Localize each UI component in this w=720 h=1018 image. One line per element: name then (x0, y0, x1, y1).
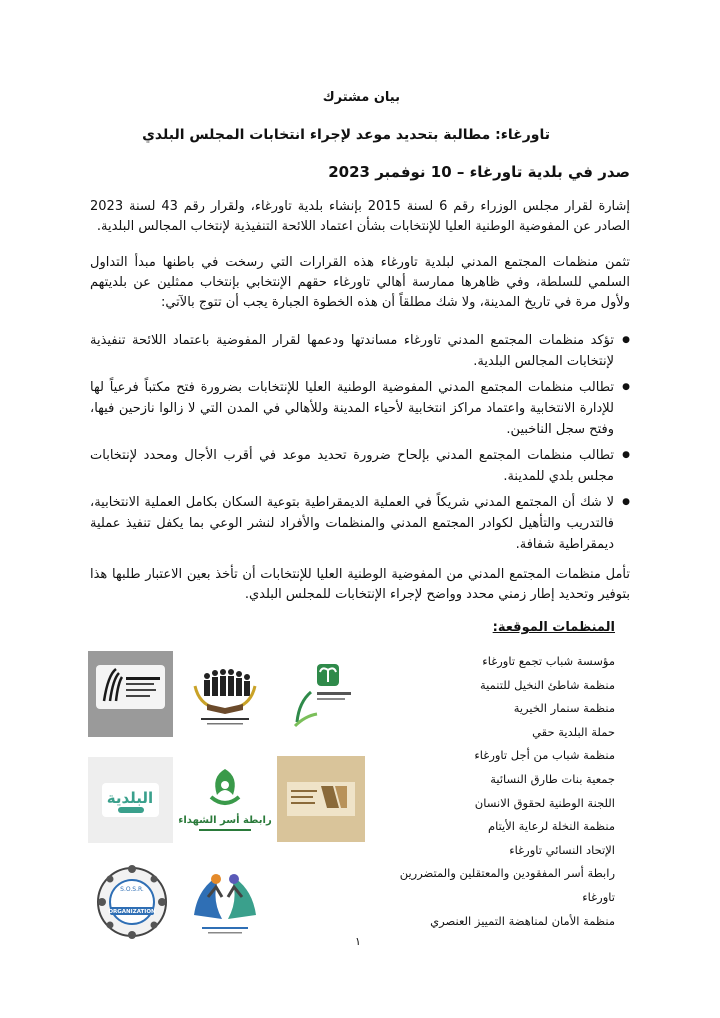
organizations-title: المنظمات الموقعة: (492, 620, 615, 635)
list-item: ● تؤكد منظمات المجتمع المدني تاورغاء مساندتها ودعمها لقرار المفوضية باعتماد اللائحة تنفيذية لإنتخابات المجالس البلدية. (90, 330, 630, 372)
svg-text:ORGANIZATION: ORGANIZATION (108, 909, 156, 915)
demands-list (90, 330, 630, 560)
organizations-list (385, 650, 615, 933)
list-item: ● لا شك أن المجتمع المدني شريكاً في العملية الديمقراطية بتوعية السكان بكامل العملية الانتخابية، فالتدريب والتأهيل لكوادر المجتمع المدني والمنظمات والأفراد لنشر الوعي بما يكفل تنفيذ عملية ديمقراطية شفافة. (90, 492, 630, 555)
hands-emblem-logo (180, 857, 270, 947)
list-item: حملة البلدية حقي (532, 724, 615, 739)
page-number: ١ (355, 935, 361, 948)
list-item: ● تطالب منظمات المجتمع المدني المفوضية الوطنية العليا للإنتخابات بضرورة فتح مكتباً فرعياً لها للإدارة الانتخابية واعتماد مراكز انتخابية لأحياء المدينة وللأهالي في المدن التي لا زالوا نازحين فيها، وفتح سجل الناخبين. (90, 377, 630, 440)
sosr-organization-logo (88, 859, 176, 945)
banat-tariq-logo (277, 756, 365, 842)
statement-heading: بيان مشترك (322, 90, 400, 105)
list-item: منظمة سنمار الخيرية (513, 701, 615, 716)
paragraph-appreciation: تثمن منظمات المجتمع المدني لبلدية تاورغاء هذه القرارات التي رسخت في باطنها مبدأ التداول السلمي للسلطة، وفي ظاهرها ممارسة أهالي تاورغاء حقهم الإنتخابي بإنتخاب ممثلين عن بلديتهم ولأول مرة في تاريخ المدينة، ولا شك مطلقاً أن هذه الخطوة الجبارة يجب أن تتوج بالآتي: (90, 255, 630, 310)
municipality-campaign-logo (88, 757, 173, 843)
list-item: جمعية بنات طارق النسائية (490, 771, 615, 786)
youth-for-tawergha-logo (185, 656, 265, 736)
svg-text:رابطة أسر الشهداء: رابطة أسر الشهداء (178, 815, 272, 826)
list-item: منظمة الأمان لمناهضة التمييز العنصري (430, 913, 615, 928)
youth-foundation-logo (88, 651, 173, 737)
list-item: منظمة النخلة لرعاية الأيتام (487, 819, 615, 834)
list-item: اللجنة الوطنية لحقوق الانسان (474, 795, 615, 810)
list-item: مؤسسة شباب تجمع تاورغاء (482, 654, 615, 668)
list-item: رابطة أسر المفقودين والمعتقلين والمتضررين تاورغاء (399, 866, 615, 904)
list-item: منظمة شباب من أجل تاورغاء (474, 748, 615, 763)
statement-subject: تاورغاء: مطالبة بتحديد موعد لإجراء انتخابات المجلس البلدي (142, 127, 550, 143)
list-item: ● تطالب منظمات المجتمع المدني بإلحاح ضرورة تحديد موعد في أقرب الأجال ومحدد لإنتخابات مجلس بلدي للمدينة. (90, 445, 630, 487)
list-item: منظمة شاطئ النخيل للتنمية (479, 677, 615, 692)
palm-beach-org-logo (277, 652, 365, 740)
paragraph-reference: إشارة لقرار مجلس الوزراء رقم 6 لسنة 2015 بإنشاء بلدية تاورغاء، ولقرار رقم 43 لسنة 2023 الصادر عن المفوضية الوطنية العليا للإنتخابات بشأن اعتماد اللائحة التنفيذية لإنتخاب المجالس البلدية. (90, 199, 631, 234)
martyrs-families-logo (178, 757, 272, 843)
svg-text:البلدية: البلدية (106, 789, 154, 807)
list-item: الإتحاد النسائي تاورغاء (509, 842, 615, 857)
paragraph-hope: تأمل منظمات المجتمع المدني من المفوضية الوطنية العليا للإنتخابات أن تأخذ بعين الاعتبار طلبها هذا بتوفير وتحديد إطار زمني محدد وواضح لإجراء الإنتخابات للمجلس البلدي. (90, 567, 630, 602)
issue-line: صدر في بلدية تاورغاء – 10 نوفمبر 2023 (328, 163, 630, 181)
svg-text:S.O.S.R.: S.O.S.R. (120, 886, 144, 893)
